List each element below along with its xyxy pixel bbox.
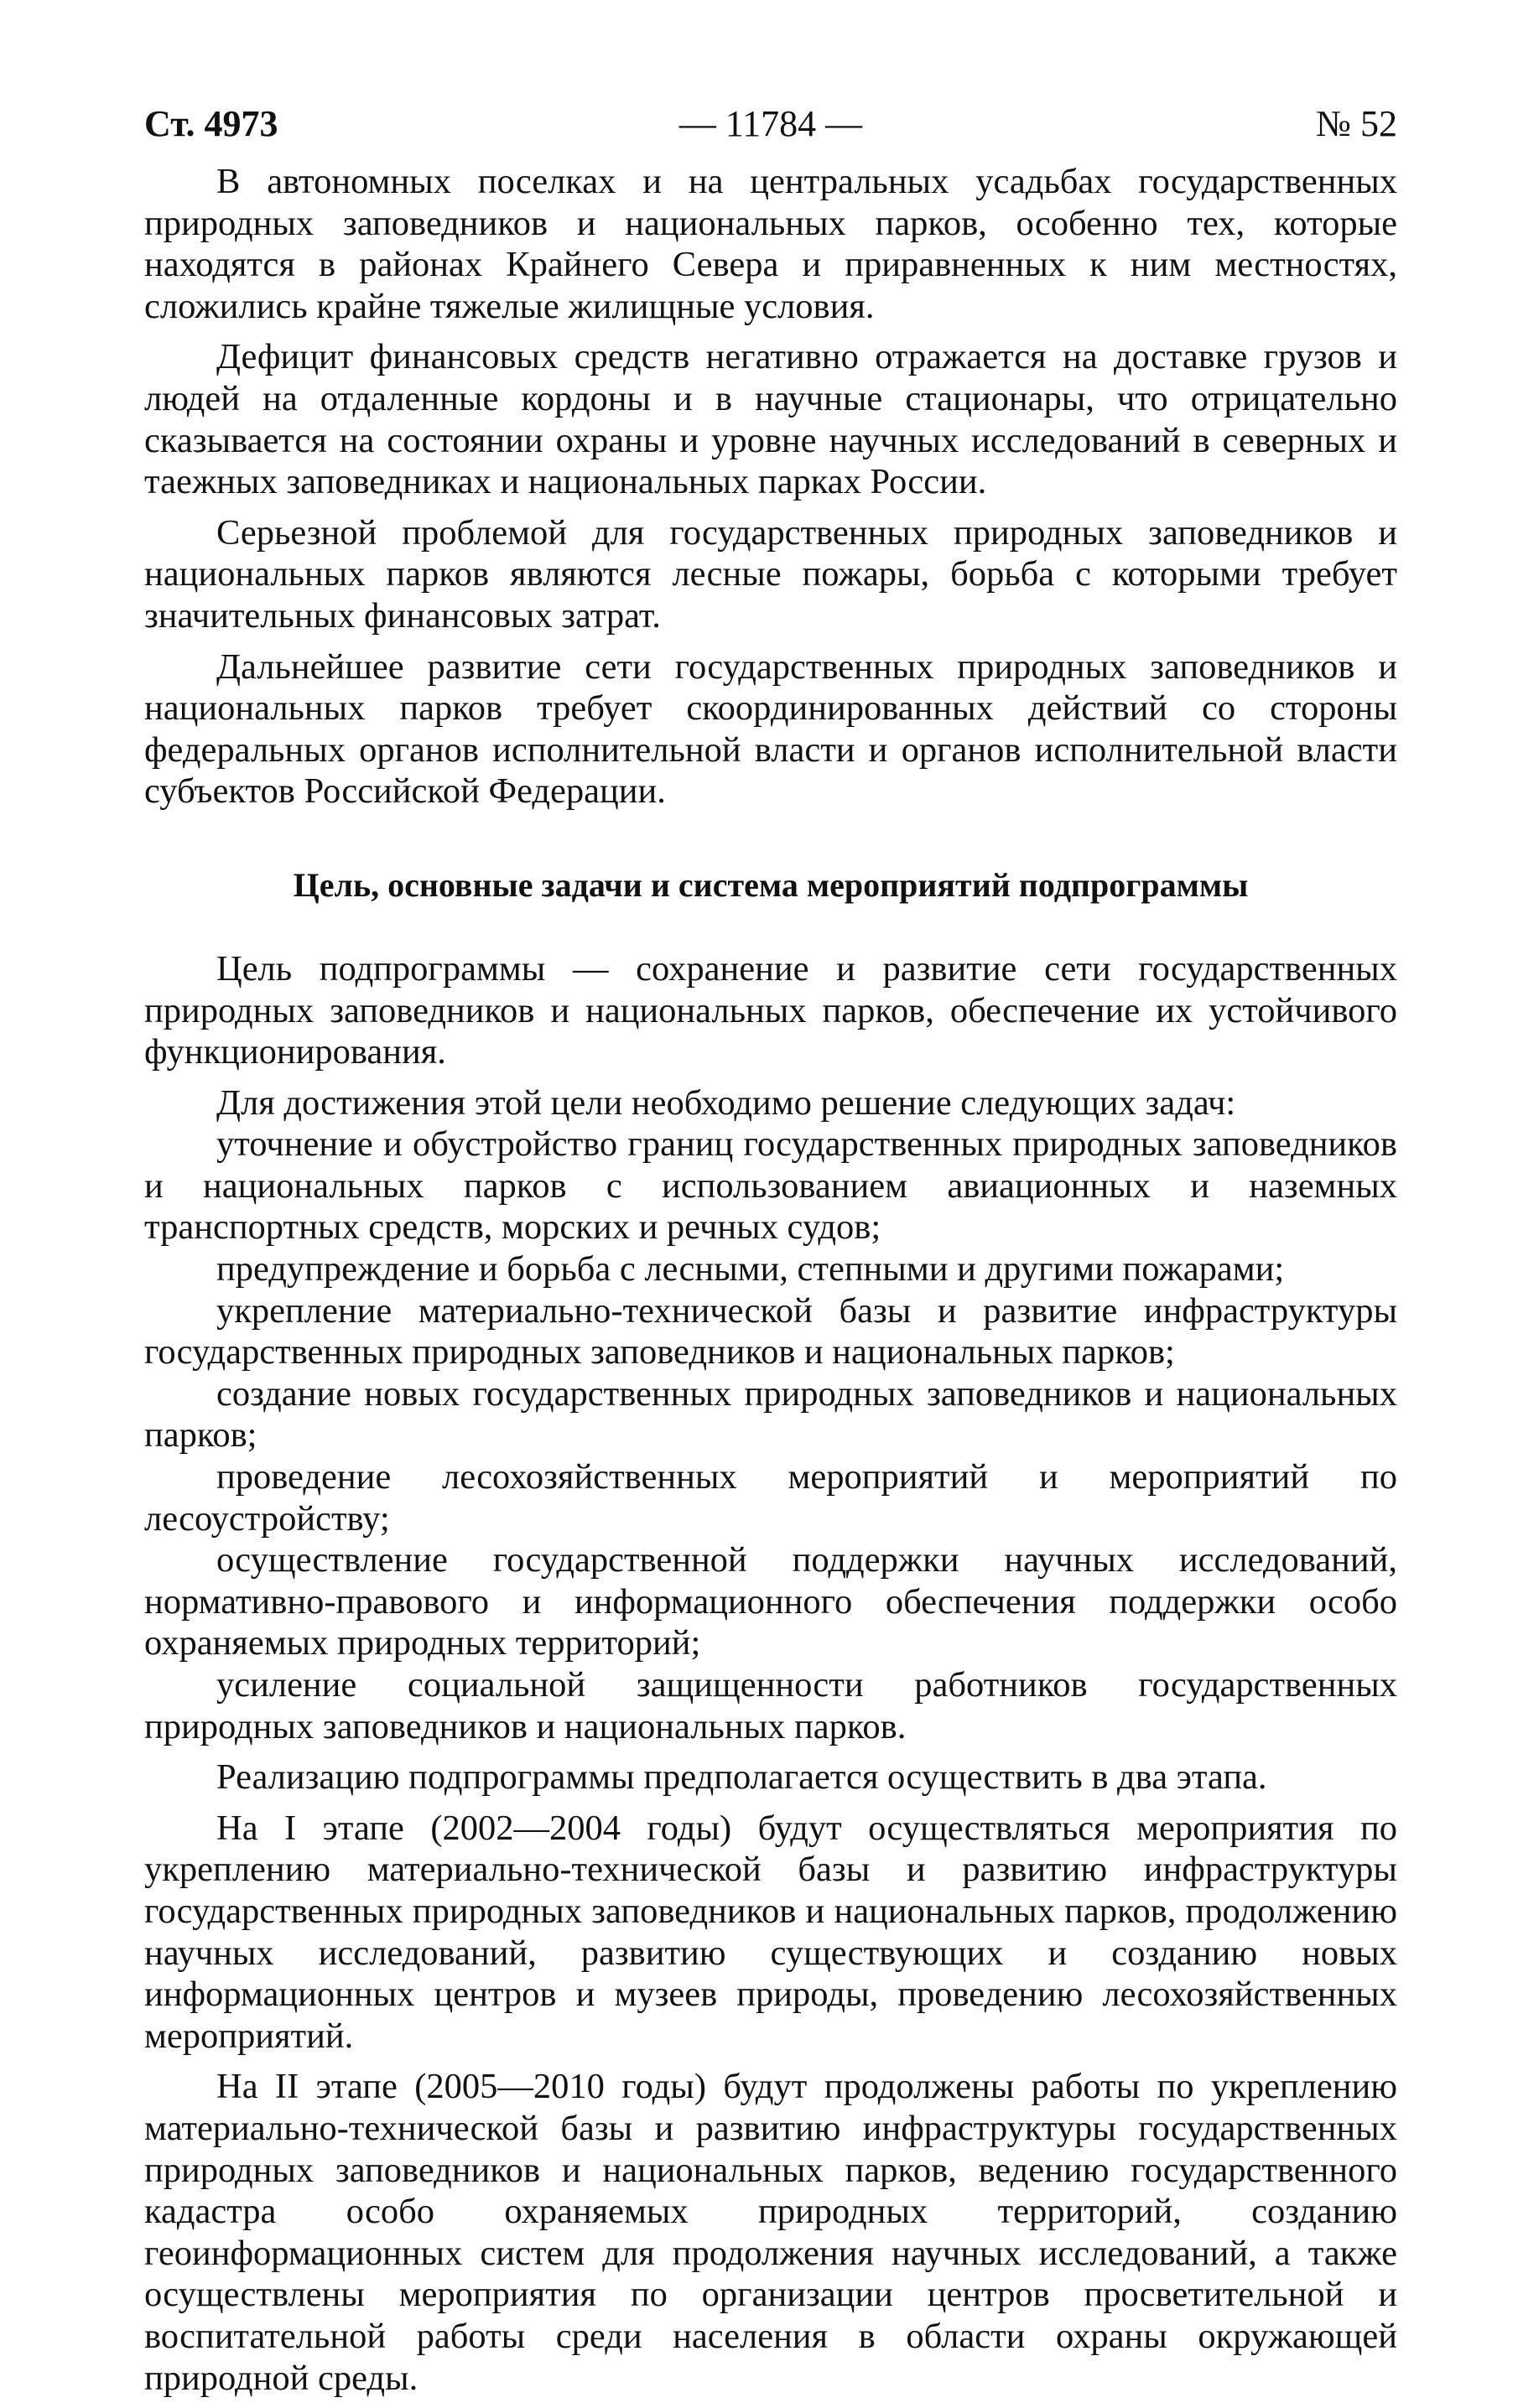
task-item: уточнение и обустройство границ государственных природных заповедников и национальных парков с использованием авиационных и наземных транспортных средств, морских и речных судов; [144, 1124, 1397, 1248]
document-body [144, 161, 1397, 2399]
task-item: создание новых государственных природных заповедников и национальных парков; [144, 1373, 1397, 1456]
task-item: проведение лесохозяйственных мероприятий и мероприятий по лесоустройству; [144, 1457, 1397, 1539]
section-heading: Цель, основные задачи и система мероприятий подпрограммы [293, 865, 1249, 904]
page-number: — 11784 — [678, 103, 863, 144]
paragraph: На II этапе (2005—2010 годы) будут продолжены работы по укреплению материально-технической базы и развитию инфраструктуры государственных природных заповедников и национальных парков, ведению государственного кадастра особо охраняемых природных территорий, созданию геоинформационных систем для продолжения научных исследований, а также осуществлены мероприятия по организации центров просветительной и воспитательной работы среди населения в области охраны окружающей природной среды. [144, 2067, 1397, 2398]
paragraph: На I этапе (2002—2004 годы) будут осуществляться мероприятия по укреплению материально-технической базы и развитию инфраструктуры государственных природных заповедников и национальных парков, продолжению научных исследований, развитию существующих и созданию новых информационных центров и музеев природы, проведению лесохозяйственных мероприятий. [144, 1808, 1397, 2056]
task-item: предупреждение и борьба с лесными, степными и другими пожарами; [216, 1249, 1285, 1290]
goal-paragraph: Цель подпрограммы — сохранение и развитие сети государственных природных заповедников и национальных парков, обеспечение их устойчивого функционирования. [144, 948, 1397, 1072]
paragraph: Серьезной проблемой для государственных природных заповедников и национальных парков являются лесные пожары, борьба с которыми требует значительных финансовых затрат. [144, 512, 1397, 636]
paragraph: Реализацию подпрограммы предполагается осуществить в два этапа. [216, 1757, 1267, 1798]
document-page [144, 99, 1397, 2408]
paragraph: Дальнейшее развитие сети государственных природных заповедников и национальных парков требует скоординированных действий со стороны федеральных органов исполнительной власти и органов исполнительной власти субъектов Российской Федерации. [144, 646, 1397, 812]
paragraph: В автономных поселках и на центральных усадьбах государственных природных заповедников и национальных парков, особенно тех, которые находятся в районах Крайнего Севера и приравненных к ним местностях, сложились крайне тяжелые жилищные условия. [144, 162, 1397, 326]
task-item: осуществление государственной поддержки научных исследований, нормативно-правового и информационного обеспечения поддержки особо охраняемых природных территорий; [144, 1540, 1397, 1663]
task-item: укрепление материально-технической базы и развитие инфраструктуры государственных природных заповедников и национальных парков; [144, 1290, 1397, 1373]
task-item: усиление социальной защищенности работников государственных природных заповедников и национальных парков. [144, 1665, 1397, 1746]
tasks-intro: Для достижения этой цели необходимо решение следующих задач: [216, 1082, 1236, 1123]
article-number: Ст. 4973 [144, 103, 278, 144]
paragraph: Дефицит финансовых средств негативно отражается на доставке грузов и людей на отдаленные кордоны и в научные стационары, что отрицательно сказывается на состоянии охраны и уровне научных исследований в северных и таежных заповедниках и национальных парках России. [144, 337, 1397, 502]
issue-number: № 52 [1316, 103, 1397, 144]
page-header [144, 99, 1397, 149]
